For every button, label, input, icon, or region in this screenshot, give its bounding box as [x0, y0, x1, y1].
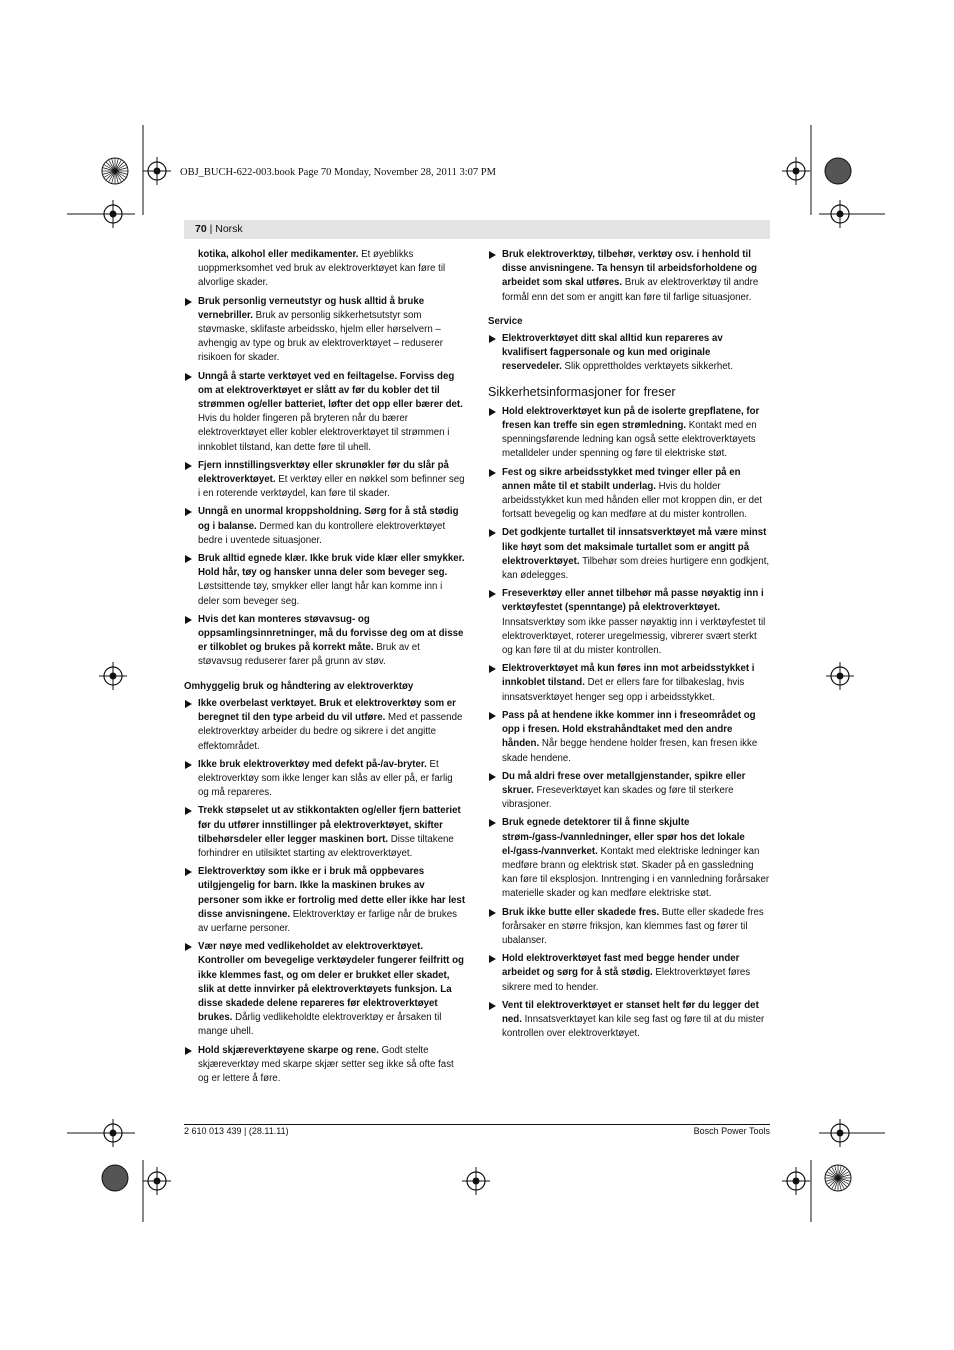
bullet-bold-text: Unngå en unormal kroppsholdning. Sørg for å stå stødig og i balanse.: [198, 506, 459, 532]
page-header: [184, 220, 770, 239]
bullet-triangle-icon: [489, 251, 496, 259]
bullet-bold-text: Bruk elektroverktøy, tilbehør, verktøy osv. i henhold til disse anvisningene. Ta hensyn til arbeidsforholdene og arbeidet som skal utføres.: [502, 249, 757, 289]
bullet-triangle-icon: [185, 298, 192, 306]
bullet-triangle-icon: [489, 773, 496, 781]
bullet-item: [488, 816, 770, 901]
bullet-body-text: Hvis du holder fingeren på bryteren når du bærer elektroverktøyet eller kobler elektroverktøyet til strømmen i innkoblet tilstand, kan dette føre til uhell.: [198, 413, 450, 453]
bullet-bold-text: Hold elektroverktøyet fast med begge hender under arbeidet og sørg for å stå stødig.: [502, 953, 740, 979]
bullet-bold-text: Hvis det kan monteres støvavsug- og oppsamlingsinnretninger, må du forvisse deg om at disse er tilkoblet og brukes på korrekt måte.: [198, 613, 464, 654]
bullet-item: [488, 999, 770, 1042]
bullet-triangle-icon: [185, 807, 192, 815]
bullet-item: [488, 906, 770, 949]
bullet-body-text: Løstsittende tøy, smykker eller langt hår kan komme inn i deler som beveger seg.: [198, 581, 443, 607]
target-center: [837, 211, 844, 218]
target-center: [110, 1130, 117, 1137]
left-items-b: [184, 697, 466, 1086]
bullet-bold-text: Bruk egnede detektorer til å finne skjulte strøm-/gass-/vannledninger, eller spør hos det lokale el-/gass-/vannverket.: [502, 817, 745, 857]
footer-doc-number: 2 610 013 439 | (28.11.11): [184, 1126, 289, 1136]
bullet-triangle-icon: [489, 909, 496, 917]
bullet-bold-text: Freseverktøy eller annet tilbehør må passe nøyaktig inn i verktøyfestet (spenntange) på elektroverktøyet.: [502, 588, 764, 614]
bullet-body-text: Disse tiltakene forhindrer en utilsiktet starting av elektroverktøyet.: [198, 833, 454, 859]
bullet-body-text: Med et passende elektroverktøy arbeider du bedre og sikrere i det angitte effektområdet.: [198, 712, 463, 752]
bullet-body-text: Butte eller skadede fres forårsaker en større friksjon, kan klemmes fast og fører til ubalanser.: [502, 906, 764, 946]
bullet-triangle-icon: [489, 819, 496, 827]
bullet-item: [488, 587, 770, 658]
bullet-body-text: Hvis du holder arbeidsstykket kun med hånden eller mot kroppen din, er det fortsatt bevegelig og kan medføre at du mister kontrollen.: [502, 480, 763, 521]
target-center: [837, 1130, 844, 1137]
bullet-triangle-icon: [185, 462, 192, 470]
target-center: [110, 673, 117, 680]
page-number: 70: [195, 223, 207, 235]
bullet-triangle-icon: [489, 1002, 496, 1010]
right-items-a: [488, 248, 770, 305]
bullet-item: [488, 662, 770, 705]
bullet-item: [488, 248, 770, 305]
bullet-bold-text: Hold elektroverktøyet kun på de isolerte grepflatene, for fresen kan treffe sin egen strømledning.: [502, 405, 760, 432]
bullet-item: [488, 952, 770, 995]
bullet-body-text: Elektroverktøyet føres sikrere med to hender.: [502, 967, 751, 993]
bullet-triangle-icon: [489, 665, 496, 673]
bullet-triangle-icon: [185, 616, 192, 624]
bullet-triangle-icon: [489, 408, 496, 416]
bullet-body-text: Slik opprettholdes verktøyets sikkerhet.: [561, 361, 734, 373]
bullet-triangle-icon: [185, 555, 192, 563]
bullet-triangle-icon: [185, 943, 192, 951]
bullet-item: [184, 940, 466, 1039]
bullet-body-text: Innsatsverktøy som ikke passer nøyaktig inn i verktøyfestet til elektroverktøyet, roterer uregelmessig, vibrerer svært sterkt og kan føre til at du mister kontrollen.: [502, 616, 766, 657]
left-column: [184, 248, 466, 1090]
print-info: OBJ_BUCH-622-003.book Page 70 Monday, November 28, 2011 3:07 PM: [180, 167, 496, 178]
service-heading: Service: [488, 315, 523, 327]
bullet-bold-text: Bruk personlig verneutstyr og husk alltid å bruke vernebriller.: [198, 295, 425, 321]
bullet-item: [184, 505, 466, 548]
bullet-triangle-icon: [489, 529, 496, 537]
bullet-bold-text: Ikke bruk elektroverktøy med defekt på-/av-bryter.: [198, 758, 427, 770]
bullet-item: [184, 552, 466, 609]
bullet-triangle-icon: [489, 335, 496, 343]
bullet-bold-text: Du må aldri frese over metallgjenstander, spikre eller skruer.: [502, 770, 746, 796]
bullet-triangle-icon: [185, 700, 192, 708]
bullet-item: [488, 709, 770, 766]
bullet-item: [184, 295, 466, 366]
bullet-bold-text: Vær nøye med vedlikeholdet av elektroverktøyet. Kontroller om bevegelige verktøydeler fungerer feilfritt og ikke klemmes fast, og om deler er brukket eller skadet, slik at dette innvirker på elektroverktøyets funksjon. La disse skadede delene repareres før elektroverktøyet brukes.: [198, 941, 464, 1024]
bullet-item: [488, 405, 770, 462]
bullet-item: [184, 804, 466, 861]
bullet-item: [488, 526, 770, 583]
bullet-body-text: Bruk av elektroverktøy til andre formål enn det som er angitt kan føre til farlige situasjoner.: [502, 277, 759, 303]
continuation-text: Et øyeblikks uoppmerksomhet ved bruk av elektroverktøyet kan føre til alvorlige skader.: [198, 249, 446, 289]
bullet-bold-text: Pass på at hendene ikke kommer inn i freseområdet og opp i fresen. Hold ekstrahåndtaket med den andre hånden.: [502, 709, 756, 750]
bullet-item: [184, 865, 466, 936]
bullet-triangle-icon: [185, 761, 192, 769]
bullet-bold-text: Elektroverktøyet ditt skal alltid kun repareres av kvalifisert fagpersonale og kun med originale reservedeler.: [502, 333, 723, 373]
bullet-triangle-icon: [185, 508, 192, 516]
right-column: [488, 248, 770, 1045]
bullet-body-text: Det er ellers fare for tilbakeslag, hvis innsatsverktøyet henger seg opp i arbeidsstykket.: [502, 677, 745, 703]
target-center: [793, 1178, 800, 1185]
target-center: [837, 673, 844, 680]
bullet-bold-text: Bruk alltid egnede klær. Ikke bruk vide klær eller smykker. Hold hår, tøy og hansker unna deler som beveger seg.: [198, 553, 465, 579]
bullet-triangle-icon: [489, 590, 496, 598]
section-heading-routers: Sikkerhetsinformasjoner for freser: [488, 384, 676, 399]
page-label: [195, 223, 243, 235]
bullet-item: [184, 758, 466, 801]
footer-brand: Bosch Power Tools: [693, 1126, 770, 1136]
bullet-item: [184, 613, 466, 670]
bullet-body-text: Elektroverktøy er farlige når de brukes av uerfarne personer.: [198, 908, 457, 934]
bullet-bold-text: Elektroverktøyet må kun føres inn mot arbeidsstykket i innkoblet tilstand.: [502, 663, 755, 689]
bullet-item: [184, 697, 466, 754]
bullet-body-text: Dermed kan du kontrollere elektroverktøyet bedre i uventede situasjoner.: [198, 520, 446, 546]
bullet-bold-text: Trekk støpselet ut av stikkontakten og/eller fjern batteriet før du utfører innstillinger på elektroverktøyet, skifter tilbehørsdeler eller legger maskinen bort.: [198, 805, 461, 845]
bullet-body-text: Et verktøy eller en nøkkel som befinner seg i en roterende verktøydel, kan føre til skader.: [198, 474, 465, 500]
bullet-triangle-icon: [489, 712, 496, 720]
bullet-triangle-icon: [185, 868, 192, 876]
bullet-item: [488, 332, 770, 375]
bullet-body-text: Kontakt med elektriske ledninger kan medføre brann og elektrisk støt. Skader på en gassledning kan føre til eksplosjon. Inntrenging i en vannledning forårsaker materielle skader og kan medføre elektriske støt.: [502, 845, 770, 900]
bullet-triangle-icon: [489, 955, 496, 963]
target-center: [793, 168, 800, 175]
left-items-a: [184, 295, 466, 670]
bullet-item: [184, 459, 466, 502]
bullet-bold-text: Fest og sikre arbeidsstykket med tvinger eller på en annen måte til et stabilt underlag.: [502, 466, 741, 492]
target-center: [110, 211, 117, 218]
bullet-body-text: Tilbehør som dreies hurtigere enn godkjent, kan ødelegges.: [502, 555, 770, 582]
bullet-body-text: Et elektroverktøy som ikke lenger kan slås av eller på, er farlig og må repareres.: [198, 758, 453, 799]
bullet-bold-text: Elektroverktøy som ikke er i bruk må oppbevares utilgjengelig for barn. Ikke la maskinen brukes av personer som ikke er fortrolig med dette eller ikke har lest disse anvisningene.: [198, 866, 466, 920]
bullet-bold-text: Ikke overbelast verktøyet. Bruk et elektroverktøy som er beregnet til den type arbeid du vil utføre.: [198, 697, 456, 724]
header-language: Norsk: [215, 223, 243, 235]
subheading-careful-use: Omhyggelig bruk og håndtering av elektroverktøy: [184, 680, 414, 692]
bullet-bold-text: Fjern innstillingsverktøy eller skrunøkler før du slår på elektroverktøyet.: [198, 459, 449, 486]
bullet-bold-text: Det godkjente turtallet til innsatsverktøyet må være minst like høyt som det maksimale turtallet som er angitt på elektroverktøyet.: [502, 527, 767, 567]
continuation-paragraph: [184, 248, 466, 291]
bullet-item: [488, 466, 770, 523]
bullet-bold-text: Bruk ikke butte eller skadede fres.: [502, 906, 660, 918]
continuation-bold: kotika, alkohol eller medikamenter.: [198, 249, 359, 260]
target-center: [154, 1178, 161, 1185]
bullet-bold-text: Unngå å starte verktøyet ved en feiltagelse. Forviss deg om at elektroverktøyet er slått av før du kobler det til strømmen og/eller batteriet, løfter det opp eller bærer det.: [198, 370, 463, 411]
bullet-body-text: Dårlig vedlikeholdte elektroverktøy er årsaken til mange uhell.: [198, 1012, 442, 1038]
bullet-item: [184, 370, 466, 455]
bullet-body-text: Når begge hendene holder fresen, kan fresen ikke skade hendene.: [502, 738, 758, 764]
bullet-body-text: Godt stelte skjæreverktøy med skarpe skjær setter seg ikke så ofte fast og er lettere å føre.: [198, 1044, 454, 1084]
right-items-b: [488, 405, 770, 1042]
right-items-service: [488, 332, 770, 375]
footer-rule: [184, 1124, 770, 1125]
header-separator: |: [206, 223, 216, 235]
color-rosette-icon: [825, 158, 851, 184]
bullet-bold-text: Hold skjæreverktøyene skarpe og rene.: [198, 1044, 379, 1056]
bullet-body-text: Innsatsverktøyet kan kile seg fast og føre til at du mister kontrollen over elektroverktøyet.: [502, 1013, 765, 1040]
bullet-triangle-icon: [489, 469, 496, 477]
target-center: [154, 168, 161, 175]
target-center: [473, 1178, 480, 1185]
bullet-triangle-icon: [185, 1047, 192, 1055]
bullet-body-text: Bruk av et støvavsug reduserer farer på grunn av støv.: [198, 642, 420, 668]
color-rosette-icon: [102, 1165, 128, 1191]
bullet-body-text: Bruk av personlig sikkerhetsutstyr som støvmaske, sklifaste arbeidssko, hjelm eller hørselvern – avhengig av type og bruk av elektroverktøyet – reduserer risikoen for skader.: [198, 309, 444, 364]
bullet-triangle-icon: [185, 373, 192, 381]
bullet-body-text: Kontakt med en spenningsførende ledning kan også sette elektroverktøyets metalldeler under spenning og føre til elektriske støt.: [502, 420, 757, 460]
bullet-item: [184, 1044, 466, 1087]
bullet-bold-text: Vent til elektroverktøyet er stanset helt før du legger det ned.: [502, 999, 759, 1025]
bullet-body-text: Freseverktøyet kan skades og føre til sterkere vibrasjoner.: [502, 784, 734, 811]
bullet-item: [488, 770, 770, 813]
